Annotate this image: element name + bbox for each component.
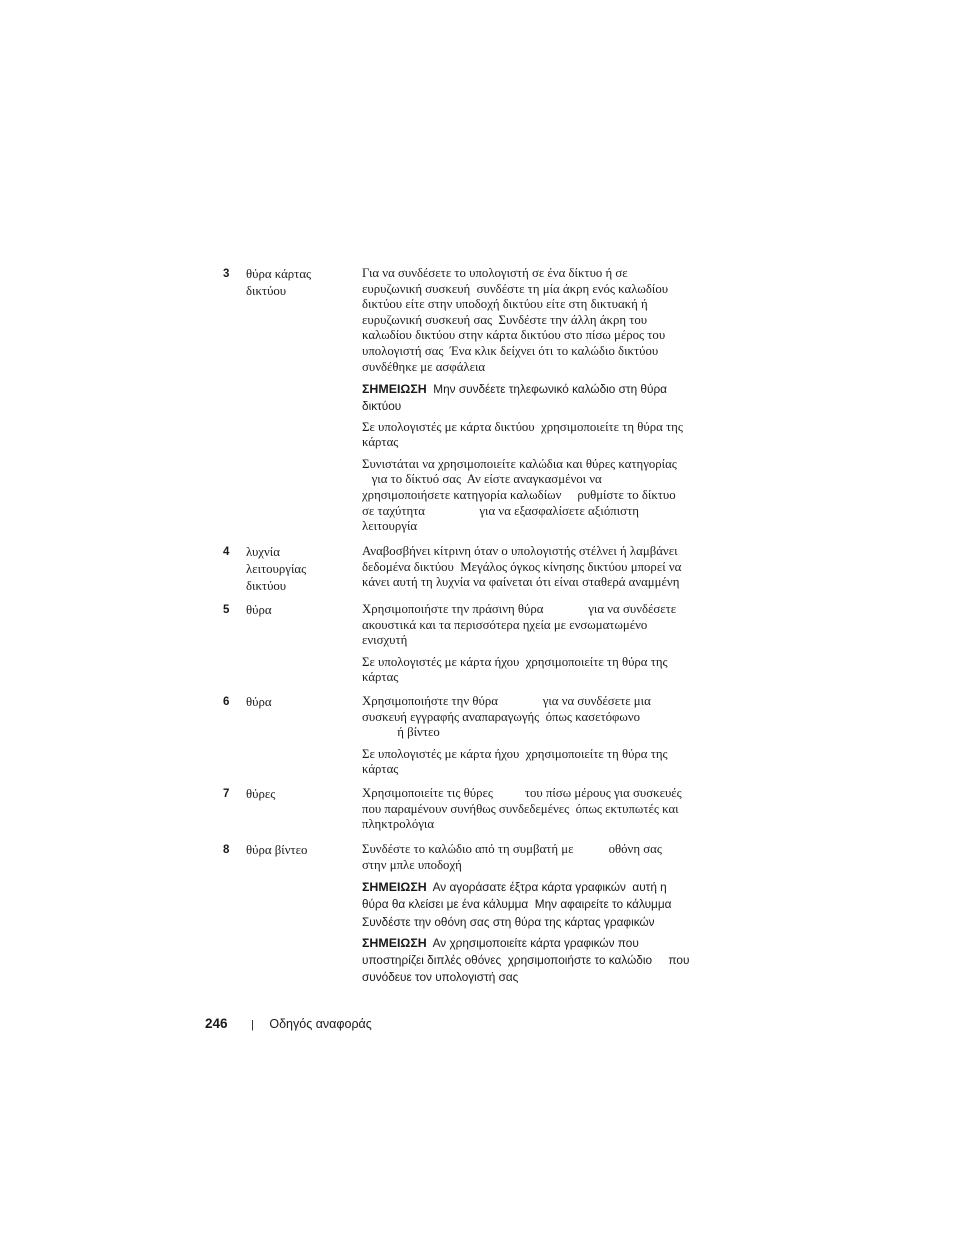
table-row bbox=[223, 544, 723, 596]
description-paragraph: Σε υπολογιστές με κάρτα ήχου χρησιμοποιείτε τη θύρα της κάρτας bbox=[362, 746, 668, 777]
page-footer bbox=[205, 1014, 372, 1035]
note-label: ΣΗΜΕΙΩΣΗ bbox=[362, 935, 427, 950]
description-paragraph: Χρησιμοποιήστε την πράσινη θύρα για να συνδέσετε ακουστικά και τα περισσότερα ηχεία με ενσωματωμένο ενισχυτή bbox=[362, 602, 677, 648]
row-label: θύρα κάρτας δικτύου bbox=[246, 267, 312, 298]
row-label: θύρα bbox=[246, 695, 272, 709]
table-row bbox=[223, 694, 723, 780]
note-label: ΣΗΜΕΙΩΣΗ bbox=[362, 382, 427, 397]
note-text: Αν αγοράσατε έξτρα κάρτα γραφικών αυτή η θύρα θα κλείσει με ένα κάλυμμα Μην αφαιρείτε το κάλυμμα Συνδέστε την οθόνη σας στη θύρα της κάρτας γραφικών bbox=[362, 880, 672, 929]
note-label: ΣΗΜΕΙΩΣΗ bbox=[362, 880, 427, 895]
row-number: 3 bbox=[223, 268, 230, 280]
page-number: 246 bbox=[205, 1016, 228, 1031]
description-paragraph: Αναβοσβήνει κίτρινη όταν ο υπολογιστής στέλνει ή λαμβάνει δεδομένα δικτύου Μεγάλος όγκος κίνησης δικτύου μπορεί να κάνει αυτή τη λυχνία να φαίνεται ότι είναι σταθερά αναμμένη bbox=[362, 544, 682, 590]
note-text: Μην συνδέετε τηλεφωνικό καλώδιο στη θύρα δικτύου bbox=[362, 382, 667, 414]
row-label: θύρα βίντεο bbox=[246, 843, 308, 857]
note-text: Αν χρησιμοποιείτε κάρτα γραφικών που υποστηρίζει διπλές οθόνες χρησιμοποιήστε το καλώδιο που συνόδευε τον υπολογιστή σας bbox=[362, 935, 690, 985]
table-row bbox=[223, 602, 723, 688]
row-description bbox=[362, 602, 717, 686]
description-paragraph: Σε υπολογιστές με κάρτα ήχου χρησιμοποιείτε τη θύρα της κάρτας bbox=[362, 654, 668, 685]
table-row bbox=[223, 842, 723, 986]
row-number: 7 bbox=[223, 788, 230, 800]
row-label: θύρες bbox=[246, 787, 276, 801]
row-number: 4 bbox=[223, 546, 230, 558]
row-number: 5 bbox=[223, 604, 230, 616]
row-description bbox=[362, 842, 717, 986]
document-title: Οδηγός αναφοράς bbox=[269, 1017, 372, 1031]
note bbox=[362, 935, 717, 987]
description-paragraph: Χρησιμοποιείτε τις θύρες του πίσω μέρους για συσκευές που παραμένουν συνήθως συνδεδεμένες όπως εκτυπωτές και πληκτρολόγια bbox=[362, 786, 682, 832]
description-paragraph: Για να συνδέσετε το υπολογιστή σε ένα δίκτυο ή σε ευρυζωνική συσκευή συνδέστε τη μία άκρη ενός καλωδίου δικτύου είτε στην υποδοχή δικτύου είτε στη δικτυακή ή ευρυζωνική συσκευή σας Συνδέστε την άλλη άκρη του καλωδίου δικτύου στην κάρτα δικτύου στο πίσω μέρος του υπολογιστή σας Ένα κλικ δείχνει ότι το καλώδιο δικτύου συνδέθηκε με ασφάλεια bbox=[362, 266, 669, 374]
row-description bbox=[362, 544, 717, 591]
table-row bbox=[223, 786, 723, 836]
port-description-table bbox=[223, 266, 723, 992]
footer-separator: | bbox=[251, 1019, 254, 1031]
row-description bbox=[362, 266, 717, 535]
description-paragraph: Σε υπολογιστές με κάρτα δικτύου χρησιμοποιείτε τη θύρα της κάρτας bbox=[362, 419, 683, 450]
description-paragraph: Συνιστάται να χρησιμοποιείτε καλώδια και θύρες κατηγορίας για το δίκτυό σας Αν είστε αναγκασμένοι να χρησιμοποιήσετε κατηγορία καλωδίων ρυθμίστε το δίκτυο σε ταχύτητα για να εξασφαλίσετε αξιόπιστη λειτουργία bbox=[362, 456, 677, 534]
table-row bbox=[223, 266, 723, 538]
description-paragraph: Χρησιμοποιήστε την θύρα για να συνδέσετε μια συσκευή εγγραφής αναπαραγωγής όπως κασετόφωνο ή βίντεο bbox=[362, 694, 651, 740]
row-description bbox=[362, 786, 717, 833]
row-label: λυχνία λειτουργίας δικτύου bbox=[246, 545, 307, 593]
row-label: θύρα bbox=[246, 603, 272, 617]
row-number: 6 bbox=[223, 696, 230, 708]
description-paragraph: Συνδέστε το καλώδιο από τη συμβατή με οθόνη σας στην μπλε υποδοχή bbox=[362, 842, 662, 872]
row-number: 8 bbox=[223, 844, 230, 856]
note bbox=[362, 381, 717, 415]
row-description bbox=[362, 694, 717, 778]
note bbox=[362, 879, 717, 931]
